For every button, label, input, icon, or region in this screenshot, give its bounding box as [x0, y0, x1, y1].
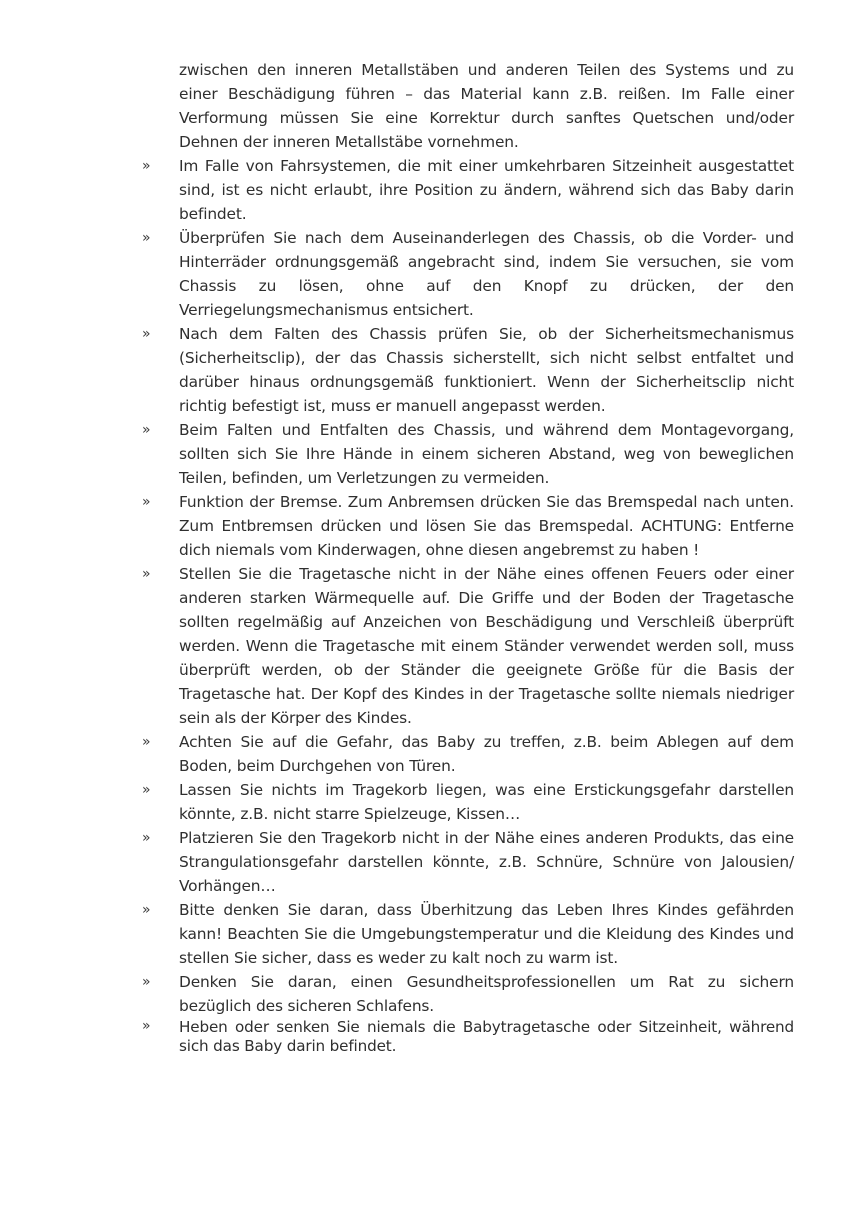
list-item-text: Funktion der Bremse. Zum Anbremsen drücken Sie das Bremspedal nach unten. Zum Entbremsen drücken und lösen Sie das Bremspedal. ACHTUNG: Entferne dich niemals vom Kinderwagen, ohne diesen angebremst zu haben !	[179, 493, 794, 559]
safety-bullet-list	[0, 154, 856, 1056]
continuation-paragraph: zwischen den inneren Metallstäben und anderen Teilen des Systems und zu einer Beschädigung führen – das Material kann z.B. reißen. Im Falle einer Verformung müssen Sie eine Korrektur durch sanftes Quetschen und/oder Dehnen der inneren Metallstäbe vornehmen.	[179, 61, 794, 151]
list-item	[0, 226, 856, 322]
bullet-marker: »	[142, 326, 151, 342]
list-item-text: Stellen Sie die Tragetasche nicht in der Nähe eines offenen Feuers oder einer anderen starken Wärmequelle auf. Die Griffe und der Boden der Tragetasche sollten regelmäßig auf Anzeichen von Beschädigung und Verschleiß überprüft werden. Wenn die Tragetasche mit einem Ständer verwendet werden soll, muss überprüft werden, ob der Ständer die geeignete Größe für die Basis der Tragetasche hat. Der Kopf des Kindes in der Tragetasche sollte niemals niedriger sein als der Körper des Kindes.	[179, 565, 794, 727]
bullet-marker: »	[142, 974, 151, 990]
bullet-marker: »	[142, 422, 151, 438]
list-item-text: Lassen Sie nichts im Tragekorb liegen, was eine Erstickungsgefahr darstellen könnte, z.B. nicht starre Spielzeuge, Kissen…	[179, 781, 794, 823]
list-item	[0, 730, 856, 778]
bullet-marker: »	[142, 902, 151, 918]
list-item	[0, 826, 856, 898]
list-item	[0, 1014, 856, 1056]
list-item-text: Denken Sie daran, einen Gesundheitsprofessionellen um Rat zu sichern bezüglich des sicheren Schlafens.	[179, 973, 794, 1015]
list-item	[0, 418, 856, 490]
list-item	[0, 778, 856, 826]
list-item	[0, 154, 856, 226]
list-item	[0, 970, 856, 1018]
list-item	[0, 490, 856, 562]
bullet-marker: »	[142, 566, 151, 582]
list-item-text: Nach dem Falten des Chassis prüfen Sie, ob der Sicherheitsmechanismus (Sicherheitsclip), der das Chassis sicherstellt, sich nicht selbst entfaltet und darüber hinaus ordnungsgemäß funktioniert. Wenn der Sicherheitsclip nicht richtig befestigt ist, muss er manuell angepasst werden.	[179, 325, 794, 415]
list-item-text: Platzieren Sie den Tragekorb nicht in der Nähe eines anderen Produkts, das eine Strangulationsgefahr darstellen könnte, z.B. Schnüre, Schnüre von Jalousien/ Vorhängen…	[179, 829, 794, 895]
bullet-marker: »	[142, 494, 151, 510]
list-item	[0, 898, 856, 970]
list-item	[0, 322, 856, 418]
list-item-text: Im Falle von Fahrsystemen, die mit einer umkehrbaren Sitzeinheit ausgestattet sind, ist es nicht erlaubt, ihre Position zu ändern, während sich das Baby darin befindet.	[179, 157, 794, 223]
list-item-text: Achten Sie auf die Gefahr, das Baby zu treffen, z.B. beim Ablegen auf dem Boden, beim Durchgehen von Türen.	[179, 733, 794, 775]
bullet-marker: »	[142, 1018, 151, 1034]
list-item-text: Heben oder senken Sie niemals die Babytragetasche oder Sitzeinheit, während sich das Baby darin befindet.	[179, 1018, 794, 1055]
list-item-text: Beim Falten und Entfalten des Chassis, und während dem Montagevorgang, sollten sich Sie Ihre Hände in einem sicheren Abstand, weg von beweglichen Teilen, befinden, um Verletzungen zu vermeiden.	[179, 421, 794, 487]
bullet-marker: »	[142, 158, 151, 174]
bullet-marker: »	[142, 782, 151, 798]
bullet-marker: »	[142, 734, 151, 750]
list-item-text: Bitte denken Sie daran, dass Überhitzung das Leben Ihres Kindes gefährden kann! Beachten Sie die Umgebungstemperatur und die Kleidung des Kindes und stellen Sie sicher, dass es weder zu kalt noch zu warm ist.	[179, 901, 794, 967]
bullet-marker: »	[142, 230, 151, 246]
bullet-marker: »	[142, 830, 151, 846]
list-item	[0, 562, 856, 730]
list-item-text: Überprüfen Sie nach dem Auseinanderlegen des Chassis, ob die Vorder- und Hinterräder ordnungsgemäß angebracht sind, indem Sie versuchen, sie vom Chassis zu lösen, ohne auf den Knopf zu drücken, der den Verriegelungsmechanismus entsichert.	[179, 229, 794, 319]
